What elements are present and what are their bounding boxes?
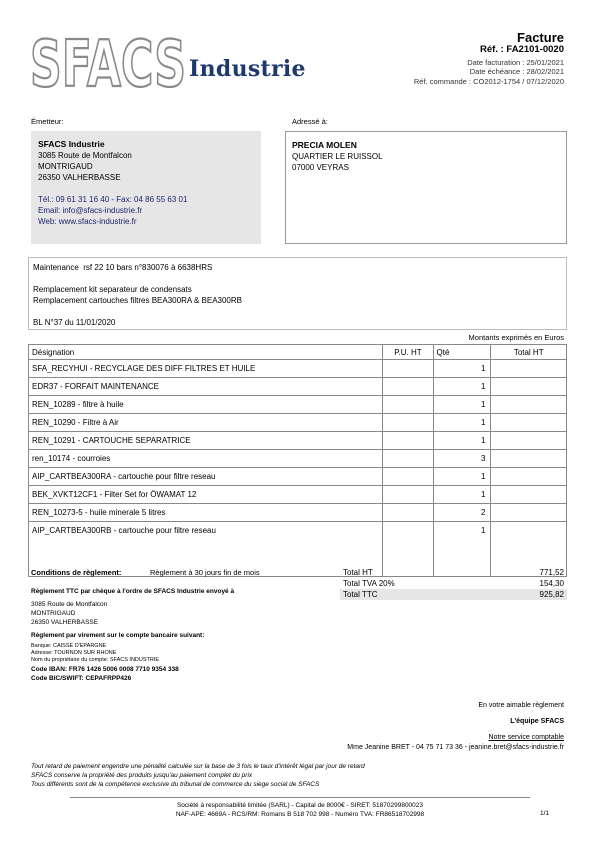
table-row <box>29 378 567 396</box>
legal-line: Tout retard de paiement engendre une pénalité calculée sur la base de 3 fois le taux d'intérêt légal par jour de retard <box>31 763 365 770</box>
sfacs-logo <box>30 30 188 92</box>
conditions-value: Règlement à 30 jours fin de mois <box>150 568 260 577</box>
bank-codes <box>31 665 179 683</box>
row-pu <box>383 522 433 540</box>
row-qte: 1 <box>433 432 491 450</box>
issuer-phone: Tél.: 09 61 31 16 40 - Fax: 04 86 55 63 01 <box>38 195 188 204</box>
total-ht-label: Total HT <box>343 568 373 577</box>
table-row <box>29 504 567 522</box>
currency-note: Montants exprimés en Euros <box>468 333 564 342</box>
legal-line: SFACS conserve la propriété des produits jusqu'au paiement complet du prix <box>31 772 253 779</box>
row-qte: 1 <box>433 468 491 486</box>
total-tva-label: Total TVA 20% <box>343 579 395 588</box>
row-total <box>491 414 567 432</box>
total-tva-row <box>340 578 567 589</box>
invoice-title: Facture <box>517 30 564 45</box>
row-qte: 1 <box>433 486 491 504</box>
description-line: Remplacement cartouches filtres BEA300RA & BEA300RB <box>33 296 242 305</box>
row-designation: REN_10290 - Filtre à Air <box>29 414 383 432</box>
row-total <box>491 522 567 540</box>
bank-address: Adresse: TOURNON SUR RHONE <box>31 650 117 656</box>
bank-bic: Code BIC/SWIFT: CEPAFRPP426 <box>31 675 132 682</box>
row-total <box>491 378 567 396</box>
header-total: Total HT <box>491 345 567 360</box>
row-pu <box>383 468 433 486</box>
row-designation: EDR37 - FORFAIT MAINTENANCE <box>29 378 383 396</box>
description-box <box>28 257 567 330</box>
row-designation: ren_10174 - courroies <box>29 450 383 468</box>
row-total <box>491 396 567 414</box>
order-ref: Réf. commande : CO2012-1754 / 07/12/2020 <box>413 77 564 86</box>
row-qte: 3 <box>433 450 491 468</box>
table-row <box>29 432 567 450</box>
total-ttc-label: Total TTC <box>343 590 378 599</box>
table-row <box>29 468 567 486</box>
recipient-address-line: QUARTIER LE RUISSOL <box>292 152 383 161</box>
row-pu <box>383 504 433 522</box>
total-tva-value: 154,30 <box>539 579 564 588</box>
row-qte: 1 <box>433 360 491 378</box>
row-pu <box>383 414 433 432</box>
description-line: Remplacement kit separateur de condensats <box>33 285 192 294</box>
issuer-email: Email: info@sfacs-industrie.fr <box>38 206 143 215</box>
row-qte: 2 <box>433 504 491 522</box>
table-row <box>29 414 567 432</box>
issuer-name: SFACS Industrie <box>38 139 105 149</box>
row-designation: REN_10273-5 - huile minerale 5 litres <box>29 504 383 522</box>
cheque-address-line: MONTRIGAUD <box>31 610 76 617</box>
totals-block <box>340 567 567 600</box>
row-pu <box>383 450 433 468</box>
row-qte: 1 <box>433 396 491 414</box>
date-echeance: Date échéance : 28/02/2021 <box>469 67 564 76</box>
cheque-address-line: 3085 Route de Montfalcon <box>31 601 108 608</box>
invoice-ref: Réf. : FA2101-0020 <box>480 44 564 55</box>
row-qte: 1 <box>433 414 491 432</box>
conditions-label: Conditions de règlement: <box>31 568 122 577</box>
cheque-address-line: 26350 VALHERBASSE <box>31 619 99 626</box>
issuer-address-line: MONTRIGAUD <box>38 162 93 171</box>
bank-name: Banque: CAISSE D'EPARGNE <box>31 643 107 649</box>
recipient-name: PRECIA MOLEN <box>292 140 357 150</box>
table-header-row <box>29 345 567 360</box>
row-designation: AIP_CARTBEA300RB - cartouche pour filtre reseau <box>29 522 383 540</box>
total-ht-value: 771,52 <box>539 568 564 577</box>
row-pu <box>383 486 433 504</box>
footer <box>70 801 530 819</box>
issuer-address-line: 26350 VALHERBASSE <box>38 173 121 182</box>
table-row <box>29 396 567 414</box>
cheque-address <box>31 600 107 627</box>
description-line: BL N°37 du 11/01/2020 <box>33 318 116 327</box>
row-designation: BEK_XVKT12CF1 - Filter Set for ÖWAMAT 12 <box>29 486 383 504</box>
row-pu <box>383 432 433 450</box>
footer-line: NAF-APE: 4669A - RCS/RM: Romans B 518 702 998 - Numéro TVA: FR86518702998 <box>175 811 425 818</box>
description-line: Maintenance rsf 22 10 bars n°830076 à 6638HRS <box>33 263 213 272</box>
items-table <box>28 344 567 577</box>
row-pu <box>383 378 433 396</box>
issuer-web: Web: www.sfacs-industrie.fr <box>38 217 137 226</box>
row-designation: REN_10289 - filtre à huile <box>29 396 383 414</box>
footer-line: Société à responsabilité limitée (SARL) - Capital de 8000€ - SIRET: 51870299800023 <box>176 802 424 809</box>
row-total <box>491 468 567 486</box>
total-ttc-row <box>340 589 567 600</box>
row-total <box>491 486 567 504</box>
svg-text:SFACS: SFACS <box>30 30 186 92</box>
logo-industrie-text: Industrie <box>189 56 306 82</box>
row-total <box>491 450 567 468</box>
row-total <box>491 360 567 378</box>
issuer-label: Émetteur: <box>31 117 64 126</box>
row-total <box>491 504 567 522</box>
footer-divider <box>70 797 530 798</box>
accounting-service: Notre service comptable <box>488 734 564 741</box>
bank-iban: Code IBAN: FR76 1426 5006 0008 7710 9354 338 <box>31 666 179 673</box>
header-pu: P.U. HT <box>383 345 433 360</box>
cheque-title: Règlement TTC par chèque à l'ordre de SFACS Industrie envoyé à <box>31 588 235 595</box>
row-pu <box>383 360 433 378</box>
issuer-address-line: 3085 Route de Montfalcon <box>38 151 132 160</box>
table-row <box>29 360 567 378</box>
table-row <box>29 522 567 540</box>
recipient-box <box>285 131 567 244</box>
total-ttc-value: 925,82 <box>539 590 564 599</box>
page-number: 1/1 <box>539 810 549 817</box>
accounting-contact: Mme Jeanine BRET - 04 75 71 73 36 - jeanine.bret@sfacs-industrie.fr <box>347 744 564 751</box>
closing-text: En votre aimable règlement <box>478 702 564 709</box>
table-row <box>29 450 567 468</box>
bank-title: Règlement par virement sur le compte bancaire suivant: <box>31 632 205 639</box>
row-qte: 1 <box>433 522 491 540</box>
legal-notice <box>31 762 365 789</box>
row-designation: SFA_RECYHUI - RECYCLAGE DES DIFF FILTRES ET HUILE <box>29 360 383 378</box>
row-designation: REN_10291 - CARTOUCHE SEPARATRICE <box>29 432 383 450</box>
table-row <box>29 486 567 504</box>
issuer-box <box>31 131 261 244</box>
header-designation: Désignation <box>29 345 383 360</box>
date-facturation: Date facturation : 25/01/2021 <box>467 58 564 67</box>
row-qte: 1 <box>433 378 491 396</box>
recipient-label: Adressé à: <box>292 117 328 126</box>
legal-line: Tous différents sont de la compétence exclusive du tribunal de commerce du siège social de SFACS <box>31 781 320 788</box>
row-total <box>491 432 567 450</box>
header-qte: Qté <box>433 345 491 360</box>
total-ht-row <box>340 567 567 578</box>
team-signature: L'équipe SFACS <box>510 718 564 725</box>
recipient-address-line: 07000 VEYRAS <box>292 163 349 172</box>
row-designation: AIP_CARTBEA300RA - cartouche pour filtre reseau <box>29 468 383 486</box>
bank-details <box>31 643 159 664</box>
row-pu <box>383 396 433 414</box>
bank-owner: Nom du propriétaire du compte: SFACS INDUSTRIE <box>31 657 160 663</box>
